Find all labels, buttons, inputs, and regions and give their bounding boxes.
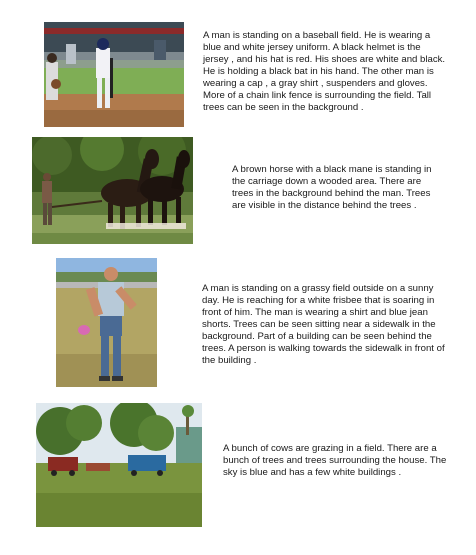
photo-field	[36, 403, 202, 527]
caption-field: A bunch of cows are grazing in a field. There are a bunch of trees and trees surrounding the house. The sky is blue and has a few white buildings .	[223, 443, 447, 478]
baseball-image	[44, 22, 184, 127]
horses-image	[32, 137, 193, 244]
caption-baseball: A man is standing on a baseball field. He is wearing a blue and white jersey uniform. A black helmet is the jersey , and his hat is red. His shoes are white and black. He is holding a black bat in his hand. The other man is wearing a cap , a gray shirt , suspenders and gloves. More of a chain link fence is surrounding the field. Tall trees can be seen in the background .	[203, 30, 446, 113]
photo-horses	[32, 137, 193, 244]
caption-horses: A brown horse with a black mane is standing in the carriage down a wooded area. There are trees in the background behind the man. Trees are visible in the distance behind the trees .	[232, 164, 432, 211]
photo-baseball	[44, 22, 184, 127]
caption-frisbee: A man is standing on a grassy field outside on a sunny day. He is reaching for a white frisbee that is soaring in front of him. The man is wearing a shirt and blue jean shorts. Trees can be seen sitting near a sidewalk in the background. Part of a building can be seen behind the trees. A person is walking towards the sidewalk in front of the building .	[202, 283, 445, 366]
photo-frisbee	[56, 258, 157, 387]
field-image	[36, 403, 202, 527]
frisbee-image	[56, 258, 157, 387]
